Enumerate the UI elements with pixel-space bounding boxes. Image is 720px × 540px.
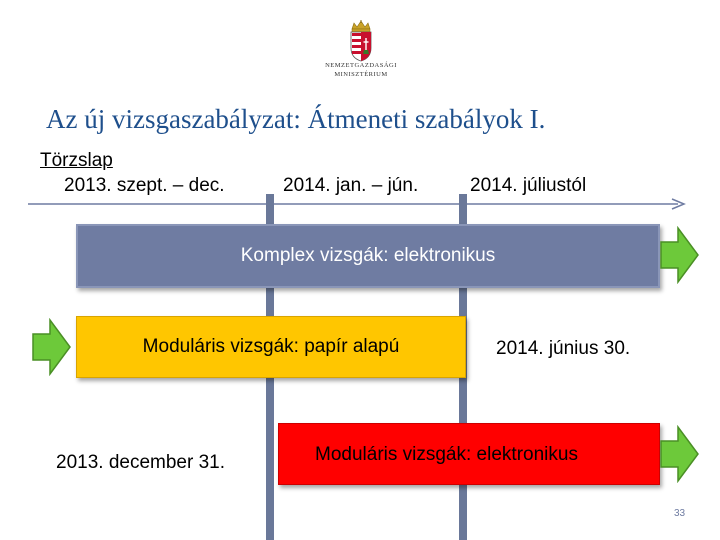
- hungarian-coat-of-arms-icon: [318, 20, 404, 62]
- period-label-1: 2013. szept. – dec.: [64, 175, 225, 196]
- modular-paper-exams-bar: [76, 316, 466, 378]
- slide-title: Az új vizsgaszabályzat: Átmeneti szabályok I.: [46, 104, 546, 134]
- logo-text-line1: NEMZETGAZDASÁGI: [325, 62, 397, 69]
- modular-paper-label: Moduláris vizsgák: papír alapú: [142, 336, 400, 357]
- complex-exams-bar: [76, 224, 660, 288]
- ministry-logo: [318, 20, 404, 82]
- green-arrow-right-icon-bottom: [660, 425, 700, 483]
- section-label: Törzslap: [40, 150, 113, 171]
- green-arrow-right-icon: [660, 226, 700, 284]
- date-december-31: 2013. december 31.: [56, 452, 226, 473]
- modular-electronic-exams-bar: [278, 423, 660, 485]
- page-number: 33: [674, 508, 686, 519]
- period-label-3: 2014. júliustól: [470, 175, 587, 196]
- period-label-2: 2014. jan. – jún.: [283, 175, 419, 196]
- logo-text-line2: MINISZTÉRIUM: [334, 71, 388, 78]
- date-june-30: 2014. június 30.: [496, 338, 631, 359]
- green-arrow-right-icon-middle: [32, 318, 72, 376]
- modular-electronic-label: Moduláris vizsgák: elektronikus: [315, 444, 578, 465]
- timeline-arrow: [28, 196, 690, 212]
- complex-exams-label: Komplex vizsgák: elektronikus: [240, 245, 496, 266]
